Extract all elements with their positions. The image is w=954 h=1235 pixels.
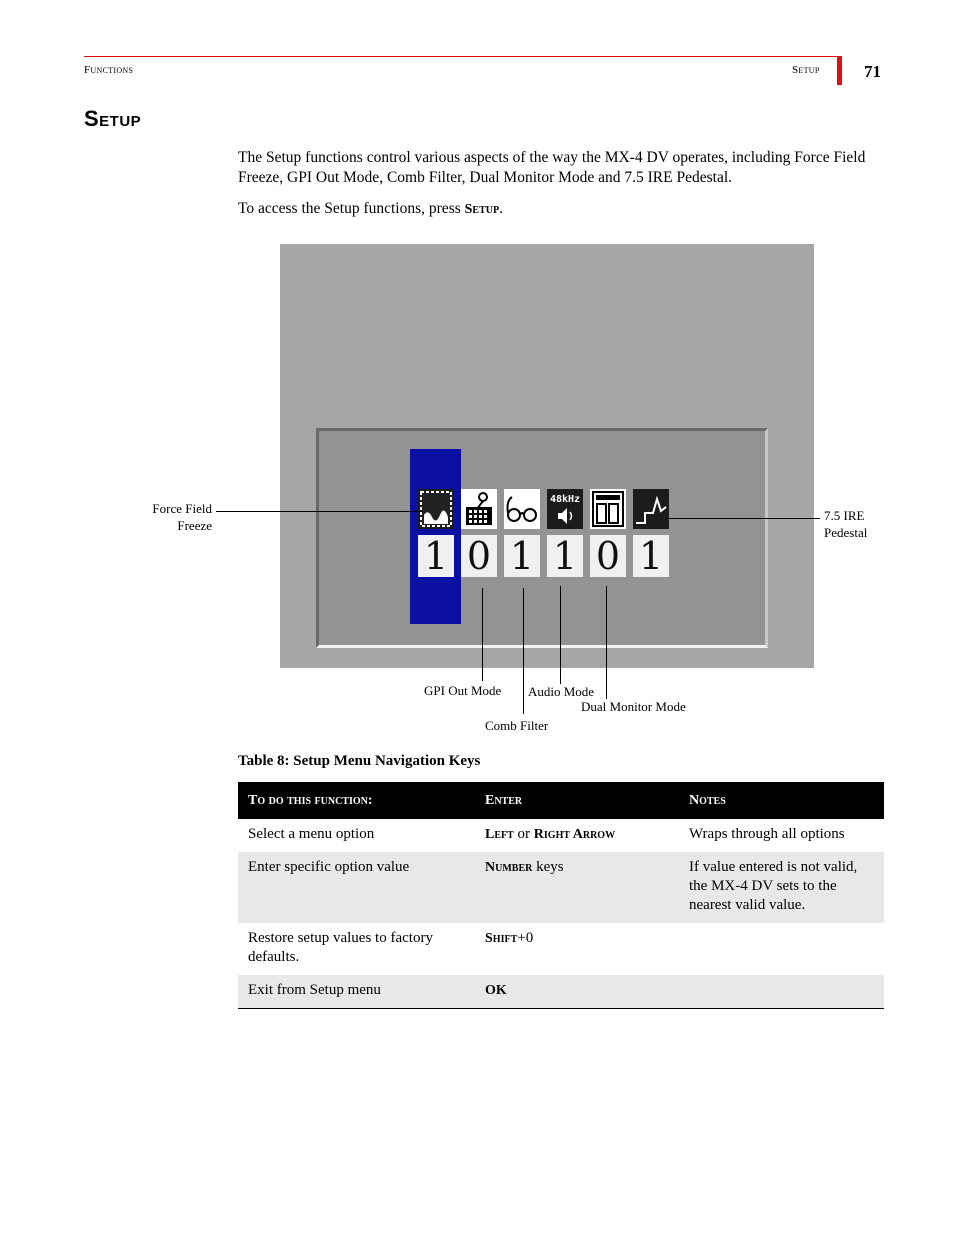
callout-comb-filter: Comb Filter — [485, 718, 549, 733]
pedestal-icon — [633, 489, 669, 529]
callout-line-pedestal — [667, 518, 820, 519]
header-section: Setup — [792, 64, 820, 76]
row-function: Exit from Setup menu — [238, 975, 475, 1009]
callout-line-freeze — [216, 511, 422, 512]
navigation-keys-table — [238, 782, 884, 1009]
pedestal-value: 1 — [633, 535, 669, 577]
header-notes: Notes — [679, 782, 884, 819]
callout-ire-line2: Pedestal — [824, 525, 868, 540]
key-number: Number — [485, 860, 533, 875]
callout-line-comb — [523, 588, 524, 714]
header-rule — [84, 56, 838, 57]
callout-line-gpi — [482, 588, 483, 681]
audio-value: 1 — [547, 535, 583, 577]
dual-monitor-value: 0 — [590, 535, 626, 577]
gpi-value: 0 — [461, 535, 497, 577]
freeze-value: 1 — [418, 535, 454, 577]
header-function: To do this function: — [238, 782, 475, 819]
setup-menu-panel — [316, 428, 768, 648]
header-accent-bar — [837, 56, 842, 85]
header-chapter: Functions — [84, 64, 134, 76]
comb-filter-icon — [504, 489, 540, 529]
access-period: . — [499, 200, 503, 217]
freeze-icon — [418, 489, 454, 529]
row-notes: Wraps through all options — [689, 826, 845, 842]
callout-gpi-out-mode: GPI Out Mode — [424, 683, 502, 698]
key-left: Left — [485, 827, 514, 842]
row-notes — [679, 923, 884, 975]
access-text: To access the Setup functions, press — [238, 200, 465, 217]
key-joiner: or — [513, 826, 534, 842]
table-row — [238, 819, 884, 852]
table-caption: Table 8: Setup Menu Navigation Keys — [238, 753, 481, 769]
access-paragraph — [238, 199, 888, 220]
row-function: Restore setup values to factory defaults. — [248, 930, 433, 965]
row-notes — [679, 975, 884, 1009]
table-row — [238, 923, 884, 975]
header-enter: Enter — [475, 782, 679, 819]
page-number: 71 — [864, 62, 881, 81]
row-function: Select a menu option — [248, 826, 375, 842]
comb-filter-value: 1 — [504, 535, 540, 577]
row-enter — [475, 975, 679, 1009]
row-enter — [475, 819, 679, 852]
dual-monitor-icon — [590, 489, 626, 529]
intro-paragraph: The Setup functions control various aspects of the way the MX-4 DV operates, including Force Field Freeze, GPI Out Mode, Comb Filter, Dual Monitor Mode and 7.5 IRE Pedestal. — [238, 149, 866, 186]
audio-48khz-label: 48kHz — [549, 494, 581, 505]
audio-48khz-icon — [547, 489, 583, 529]
callout-force-field-freeze — [120, 500, 212, 534]
table-header-row — [238, 782, 884, 819]
table-row — [238, 852, 884, 923]
gpi-icon — [461, 489, 497, 529]
callout-ire-line1: 7.5 IRE — [824, 508, 865, 523]
key-right-arrow: Right Arrow — [533, 827, 616, 842]
setup-key: Setup — [464, 202, 500, 217]
callout-force-field-line2: Freeze — [177, 518, 212, 533]
callout-dual-monitor-mode: Dual Monitor Mode — [581, 699, 686, 714]
key-tail: keys — [532, 859, 564, 875]
key-shift: Shift — [485, 931, 518, 946]
row-notes: If value entered is not valid, the MX-4 DV sets to the nearest valid value. — [679, 852, 884, 923]
table-row — [238, 975, 884, 1009]
callout-line-dual — [606, 586, 607, 699]
row-function: Enter specific option value — [238, 852, 475, 923]
key-ok: OK — [485, 983, 507, 998]
callout-audio-mode: Audio Mode — [528, 684, 595, 699]
callout-ire-pedestal — [824, 507, 904, 541]
callout-force-field-line1: Force Field — [152, 501, 212, 516]
section-title: Setup — [84, 106, 142, 131]
row-enter — [475, 852, 679, 923]
callout-line-audio — [560, 586, 561, 684]
row-enter — [475, 923, 679, 975]
key-tail: +0 — [517, 930, 534, 946]
